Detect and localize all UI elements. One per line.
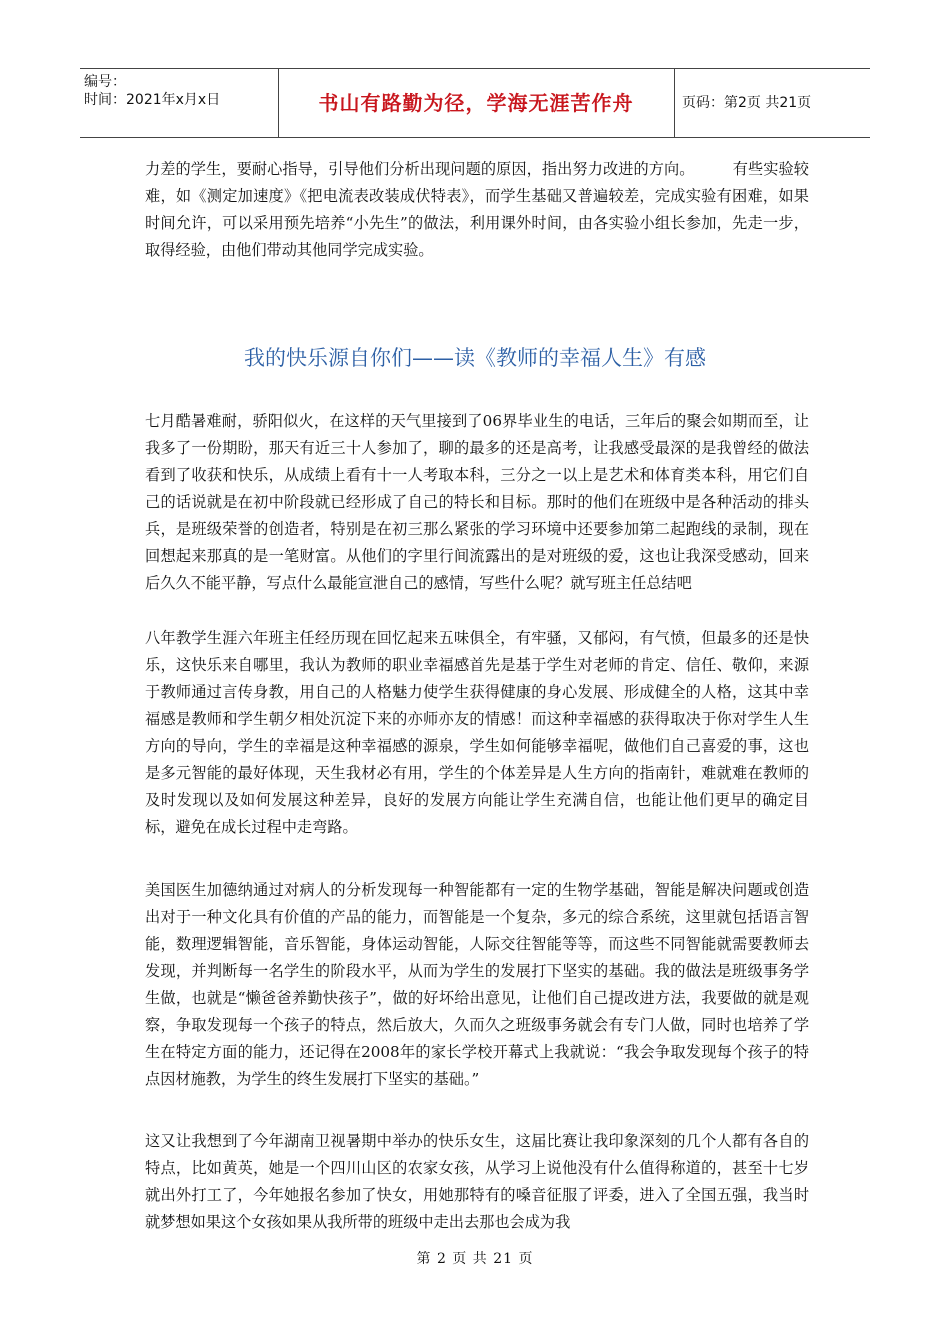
intro-paragraph: 力差的学生，要耐心指导，引导他们分析出现问题的原因，指出努力改进的方向。 有些实验较难，如《测定加速度》《把电流表改装成伏特表》，而学生基础又普遍较差，完成实验有困难，如果时间允许，可以采用预先培养“小先生”的做法，利用课外时间，由各实验小组长参加，先走一步，取得经验，由他们带动其他同学完成实验。 xyxy=(145,160,809,259)
paragraph-3-block xyxy=(145,877,809,1093)
header-motto: 书山有路勤为径，学海无涯苦作舟 xyxy=(318,91,634,115)
page-footer: 第 2 页 共 21 页 xyxy=(416,1251,534,1267)
doc-date-label: 时间：2021年x月x日 xyxy=(84,92,221,108)
paragraph-4-block xyxy=(145,1128,809,1236)
article-paragraph: 七月酷暑难耐，骄阳似火，在这样的天气里接到了06界毕业生的电话，三年后的聚会如期而至，让我多了一份期盼，那天有近三十人参加了，聊的最多的还是高考，让我感受最深的是我曾经的做法看到了收获和快乐，从成绩上看有十一人考取本科，三分之一以上是艺术和体育类本科，用它们自己的话说就是在初中阶段就已经形成了自己的特长和目标。那时的他们在班级中是各种活动的排头兵，是班级荣誉的创造者，特别是在初三那么紧张的学习环境中还要参加第二起跑线的录制，现在回想起来那真的是一笔财富。从他们的字里行间流露出的是对班级的爱，这也让我深受感动，回来后久久不能平静，写点什么最能宣泄自己的感情，写些什么呢？就写班主任总结吧 xyxy=(145,412,809,592)
intro-section xyxy=(145,156,809,264)
header-meta xyxy=(80,69,279,137)
header-motto-cell xyxy=(278,69,675,137)
paragraph-2-block xyxy=(145,625,809,841)
article-title: 我的快乐源自你们——读《教师的幸福人生》有感 xyxy=(244,346,706,370)
doc-number-label: 编号： xyxy=(84,74,126,90)
page-header xyxy=(80,68,870,138)
article-paragraph: 美国医生加德纳通过对病人的分析发现每一种智能都有一定的生物学基础，智能是解决问题或创造出对于一种文化具有价值的产品的能力，而智能是一个复杂，多元的综合系统，这里就包括语言智能，数理逻辑智能，音乐智能，身体运动智能，人际交往智能等等，而这些不同智能就需要教师去发现，并判断每一名学生的阶段水平，从而为学生的发展打下坚实的基础。我的做法是班级事务学生做，也就是“懒爸爸养勤快孩子”，做的好坏给出意见，让他们自己提改进方法，我要做的就是观察，争取发现每一个孩子的特点，然后放大，久而久之班级事务就会有专门人做，同时也培养了学生在特定方面的能力，还记得在2008年的家长学校开幕式上我就说：“我会争取发现每个孩子的特点因材施教，为学生的终生发展打下坚实的基础。” xyxy=(145,881,809,1088)
article-paragraph: 这又让我想到了今年湖南卫视暑期中举办的快乐女生，这届比赛让我印象深刻的几个人都有各自的特点，比如黄英，她是一个四川山区的农家女孩，从学习上说他没有什么值得称道的，甚至十七岁就出外打工了，今年她报名参加了快女，用她那特有的嗓音征服了评委，进入了全国五强，我当时就梦想如果这个女孩如果从我所带的班级中走出去那也会成为我 xyxy=(145,1132,809,1231)
paragraph-1-block xyxy=(145,408,809,597)
article-paragraph: 八年教学生涯六年班主任经历现在回忆起来五味俱全，有牢骚，又郁闷，有气愤，但最多的还是快乐，这快乐来自哪里，我认为教师的职业幸福感首先是基于学生对老师的肯定、信任、敬仰，来源于教师通过言传身教，用自己的人格魅力使学生获得健康的身心发展、形成健全的人格，这其中幸福感是教师和学生朝夕相处沉淀下来的亦师亦友的情感！而这种幸福感的获得取决于你对学生人生方向的导向，学生的幸福是这种幸福感的源泉，学生如何能够幸福呢，做他们自己喜爱的事，这也是多元智能的最好体现，天生我材必有用，学生的个体差异是人生方向的指南针，难就难在教师的及时发现以及如何发展这种差异，良好的发展方向能让学生充满自信，也能让他们更早的确定目标，避免在成长过程中走弯路。 xyxy=(145,629,809,836)
header-page-info: 页码：第2页 共21页 xyxy=(682,95,812,111)
